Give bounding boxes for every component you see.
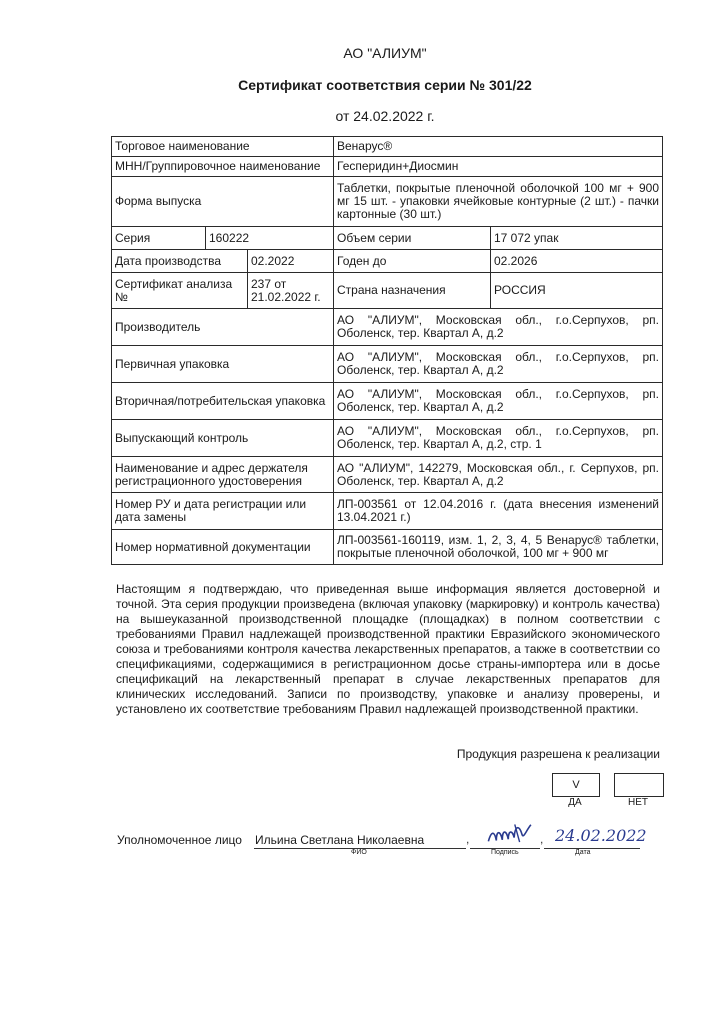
analysis-label: Сертификат анализа № xyxy=(112,273,248,309)
normative-doc-label: Номер нормативной документации xyxy=(112,530,334,565)
analysis-value: 237 от 21.02.2022 г. xyxy=(248,273,334,309)
trade-name-value: Венарус® xyxy=(334,137,663,157)
company-name: АО "АЛИУМ" xyxy=(343,45,427,61)
production-date-label: Дата производства xyxy=(112,250,248,273)
form-value: Таблетки, покрытые пленочной оболочкой 100 мг + 900 мг 15 шт. - упаковки ячейковые контурные (2 шт.) - пачки картонные (30 шт.) xyxy=(334,177,663,227)
signature-scribble xyxy=(485,819,535,850)
no-label: НЕТ xyxy=(628,797,648,808)
yes-checkbox[interactable]: V xyxy=(552,773,600,797)
secondary-pack-label: Вторичная/потребительская упаковка xyxy=(112,383,334,420)
separator-tick: , xyxy=(466,832,470,846)
table-row xyxy=(112,137,663,157)
registration-value: ЛП-003561 от 12.04.2016 г. (дата внесения изменений 13.04.2021 г.) xyxy=(334,493,663,530)
volume-label: Объем серии xyxy=(334,227,491,250)
holder-label: Наименование и адрес держателя регистрационного удостоверения xyxy=(112,457,334,493)
table-row xyxy=(112,250,663,273)
secondary-pack-value: АО "АЛИУМ", Московская обл., г.о.Серпухов, рп. Оболенск, тер. Квартал А, д.2 xyxy=(334,383,663,420)
table-row xyxy=(112,309,663,346)
trade-name-label: Торговое наименование xyxy=(112,137,334,157)
authorized-person-label: Уполномоченное лицо xyxy=(117,833,242,847)
release-approval-text: Продукция разрешена к реализации xyxy=(456,747,660,761)
fio-caption: ФИО xyxy=(351,849,367,856)
table-row xyxy=(112,157,663,177)
certificate-table xyxy=(111,136,663,565)
handwritten-signature xyxy=(485,819,536,855)
date-caption: Дата xyxy=(575,849,591,856)
authorized-person-name: Ильина Светлана Николаевна xyxy=(255,833,425,847)
country-label: Страна назначения xyxy=(334,273,491,309)
table-row xyxy=(112,383,663,420)
form-label: Форма выпуска xyxy=(112,177,334,227)
table-row xyxy=(112,530,663,565)
holder-value: АО "АЛИУМ", 142279, Московская обл., г. Серпухов, рп. Оболенск, тер. Квартал А, д.2 xyxy=(334,457,663,493)
table-row xyxy=(112,346,663,383)
production-date-value: 02.2022 xyxy=(248,250,334,273)
table-row xyxy=(112,227,663,250)
separator-tick: , xyxy=(540,832,544,846)
country-value: РОССИЯ xyxy=(491,273,663,309)
no-checkbox[interactable] xyxy=(614,773,664,797)
inn-value: Гесперидин+Диосмин xyxy=(334,157,663,177)
table-row xyxy=(112,273,663,309)
yes-label: ДА xyxy=(568,797,582,808)
date-line xyxy=(544,848,640,849)
manufacturer-value: АО "АЛИУМ", Московская обл., г.о.Серпухов, рп. Оболенск, тер. Квартал А, д.2 xyxy=(334,309,663,346)
certificate-title: Сертификат соответствия серии № 301/22 xyxy=(238,77,532,93)
series-value: 160222 xyxy=(206,227,334,250)
table-row xyxy=(112,177,663,227)
inn-label: МНН/Группировочное наименование xyxy=(112,157,334,177)
table-row xyxy=(112,457,663,493)
volume-value: 17 072 упак xyxy=(491,227,663,250)
series-label: Серия xyxy=(112,227,206,250)
expiry-value: 02.2026 xyxy=(491,250,663,273)
expiry-label: Годен до xyxy=(334,250,491,273)
signature-caption: Подпись xyxy=(491,849,519,856)
table-row xyxy=(112,493,663,530)
handwritten-date: 24.02.2022 xyxy=(555,826,647,845)
registration-label: Номер РУ и дата регистрации или дата замены xyxy=(112,493,334,530)
table-row xyxy=(112,420,663,457)
primary-pack-label: Первичная упаковка xyxy=(112,346,334,383)
release-control-value: АО "АЛИУМ", Московская обл., г.о.Серпухов, рп. Оболенск, тер. Квартал А, д.2, стр. 1 xyxy=(334,420,663,457)
manufacturer-label: Производитель xyxy=(112,309,334,346)
normative-doc-value: ЛП-003561-160119, изм. 1, 2, 3, 4, 5 Венарус® таблетки, покрытые пленочной оболочкой, 100 мг + 900 мг xyxy=(334,530,663,565)
certificate-date: от 24.02.2022 г. xyxy=(335,108,435,124)
release-control-label: Выпускающий контроль xyxy=(112,420,334,457)
primary-pack-value: АО "АЛИУМ", Московская обл., г.о.Серпухов, рп. Оболенск, тер. Квартал А, д.2 xyxy=(334,346,663,383)
confirmation-statement: Настоящим я подтверждаю, что приведенная выше информация является достоверной и точной. Эта серия продукции произведена (включая упаковку (маркировку) и контроль качества) на вышеуказанной производственной площадке (площадках) в полном соответствии с требованиями Правил надлежащей производственной практики Евразийского экономического союза и требованиями контроля качества лекарственных препаратов, а также в соответствии со спецификациями, содержащимися в регистрационном досье страны-импортера или в досье спецификаций на лекарственный препарат в случае лекарственных препаратов для клинических исследований. Записи по производству, упаковке и анализу проверены, и установлено их соответствие требованиям Правил надлежащей производственной практики. xyxy=(116,582,660,716)
